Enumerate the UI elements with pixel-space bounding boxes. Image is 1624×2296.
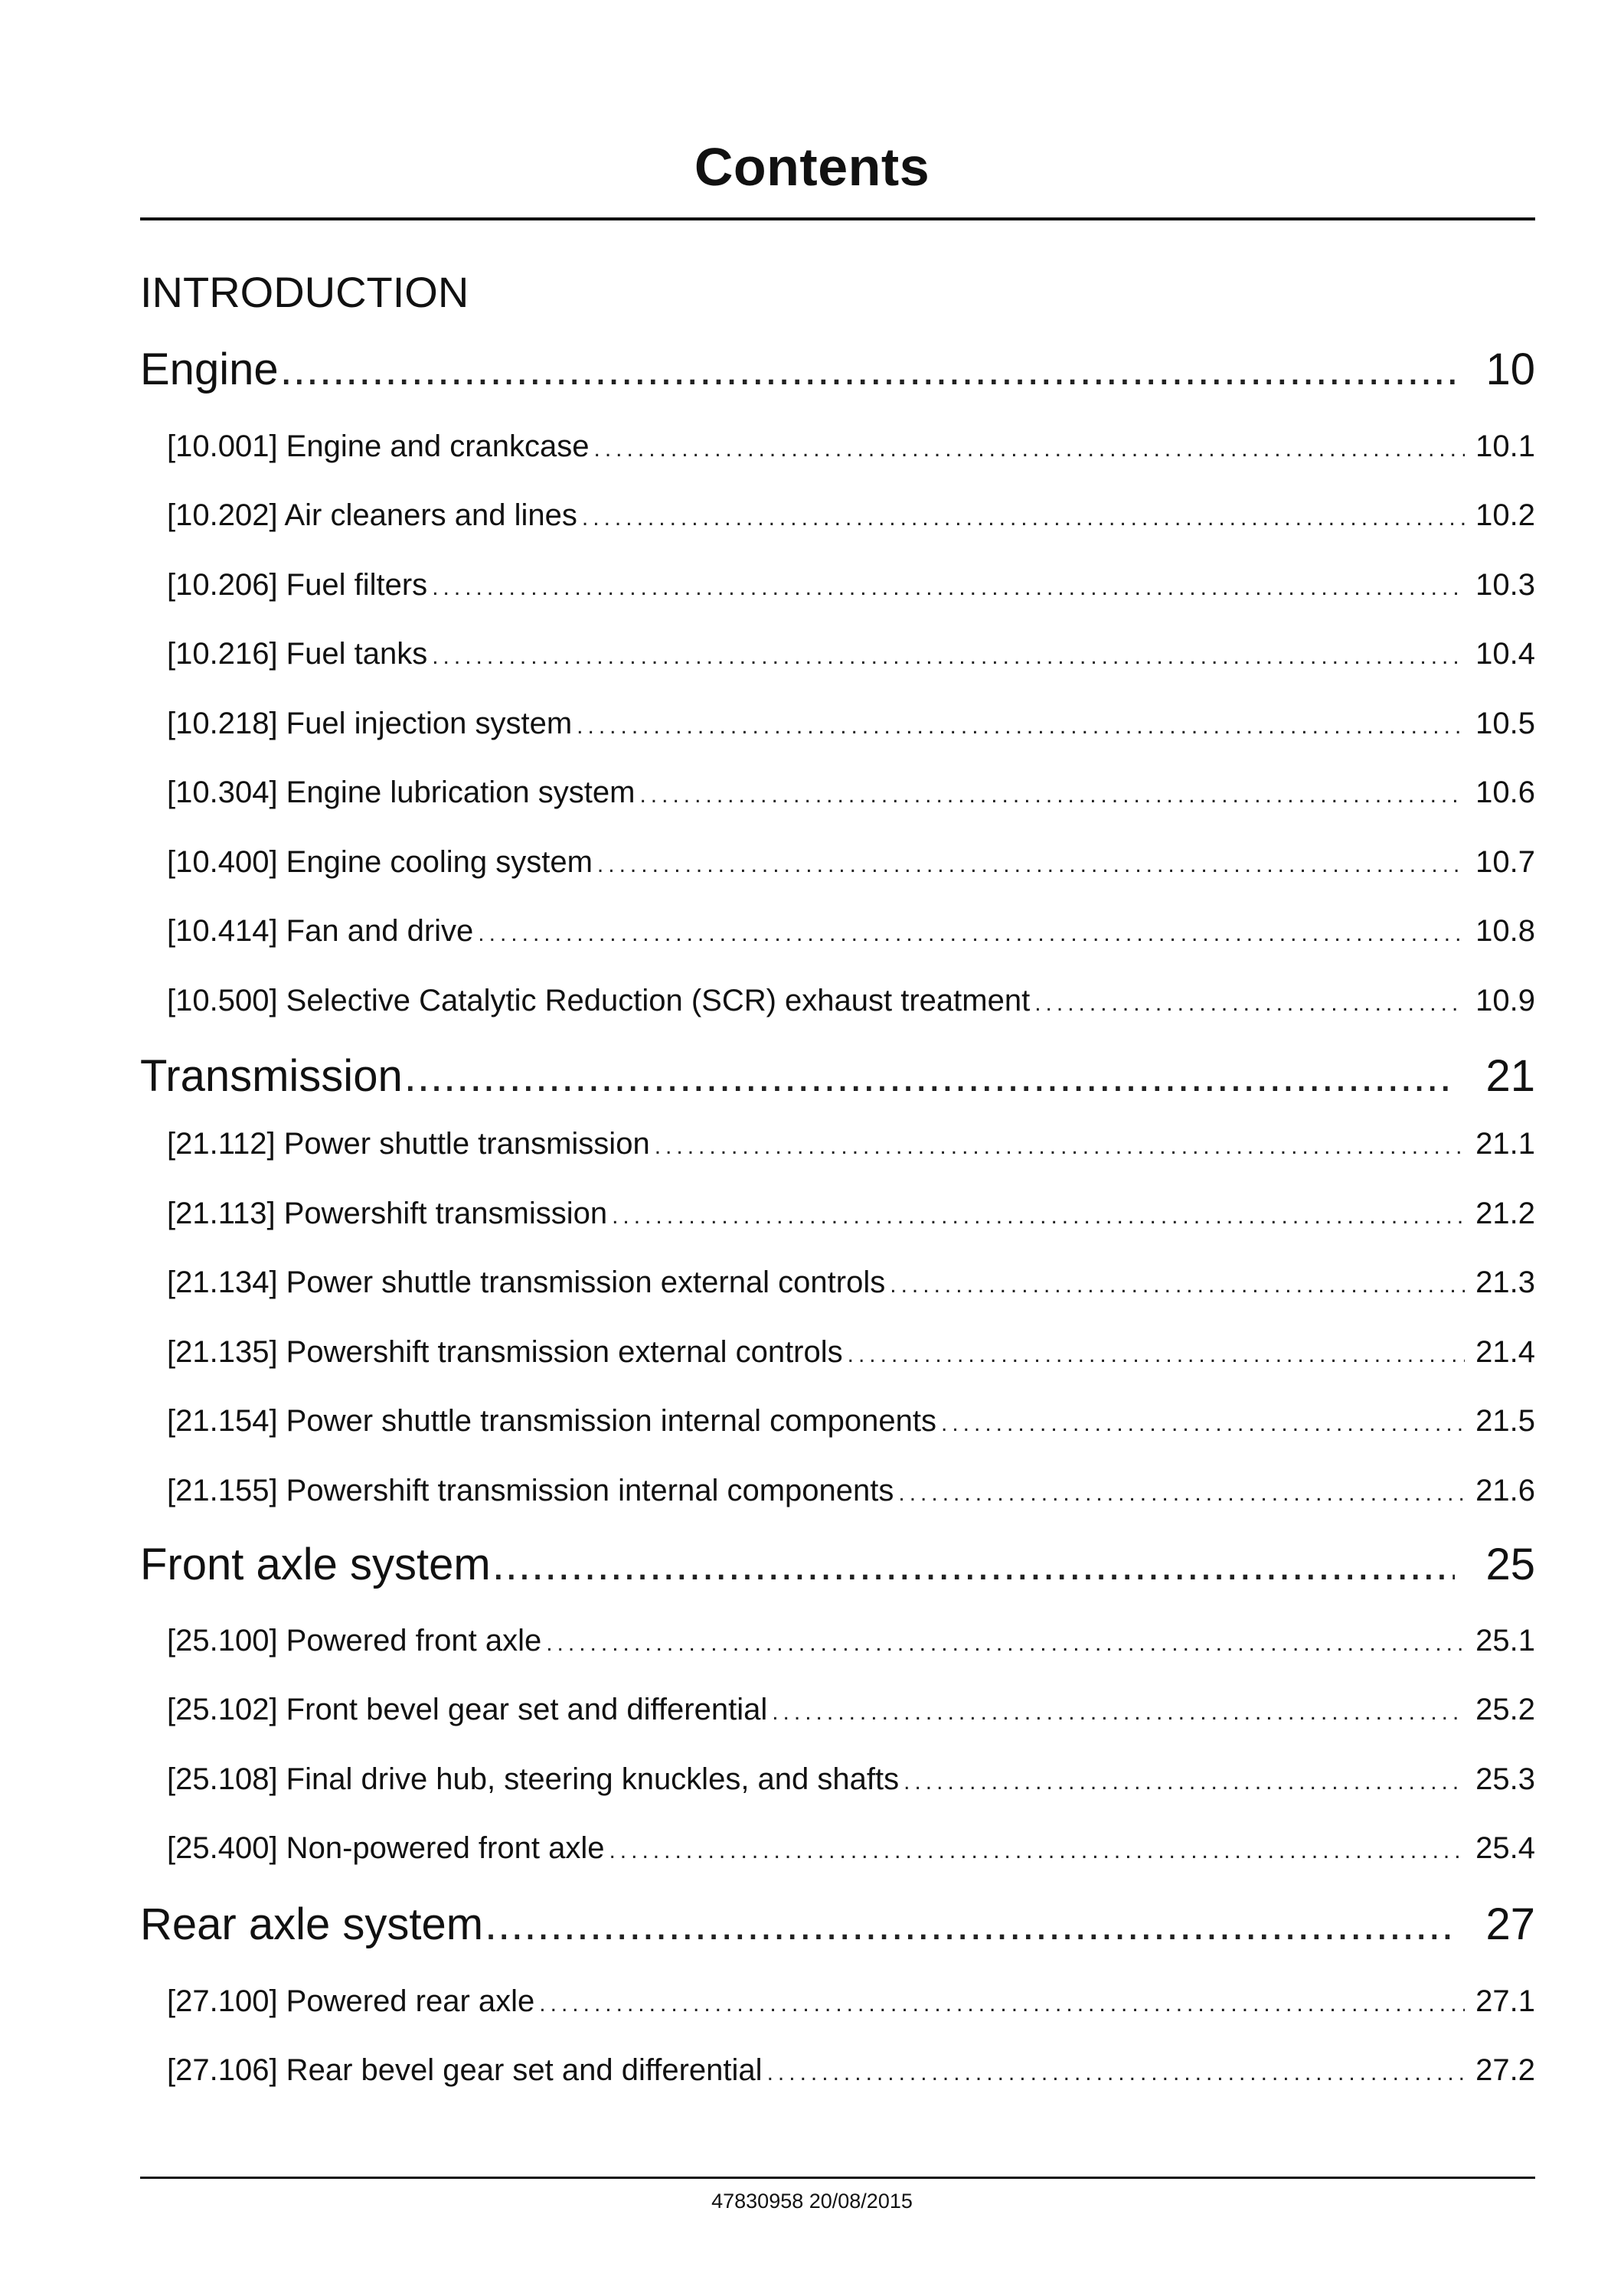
entry-page-number: 10.1 [1475, 429, 1535, 463]
dot-leader [492, 1540, 1456, 1590]
chapter-label: Rear axle system [140, 1899, 484, 1949]
introduction-heading: INTRODUCTION [140, 268, 469, 316]
entry-label: [10.414] Fan and drive [167, 914, 474, 948]
toc-entry[interactable] [167, 1333, 1535, 1374]
title-divider [140, 217, 1535, 220]
entry-label: [25.102] Front bevel gear set and differential [167, 1693, 768, 1726]
entry-page-number: 10.8 [1475, 914, 1535, 948]
dot-leader [539, 1985, 1465, 2023]
entry-label: [21.113] Powershift transmission [167, 1197, 608, 1230]
toc-entry[interactable] [167, 1829, 1535, 1870]
entry-label: [25.400] Non-powered front axle [167, 1831, 605, 1865]
entry-page-number: 10.9 [1475, 984, 1535, 1017]
dot-leader [848, 1336, 1466, 1374]
entry-label: [21.154] Power shuttle transmission internal components [167, 1404, 936, 1438]
toc-chapter-front-axle-system[interactable] [140, 1540, 1535, 1590]
toc-entry[interactable] [167, 2051, 1535, 2092]
entry-label: [10.304] Engine lubrication system [167, 776, 636, 809]
dot-leader [890, 1266, 1465, 1305]
dot-leader [478, 915, 1465, 953]
toc-entry[interactable] [167, 843, 1535, 884]
toc-entry[interactable] [167, 1690, 1535, 1732]
dot-leader [898, 1475, 1465, 1513]
entry-page-number: 25.4 [1475, 1831, 1535, 1865]
toc-entry[interactable] [167, 912, 1535, 953]
entry-label: [10.202] Air cleaners and lines [167, 498, 577, 532]
chapter-label: Transmission [140, 1051, 403, 1101]
toc-entry[interactable] [167, 1402, 1535, 1443]
toc-entry[interactable] [167, 1622, 1535, 1663]
chapter-page-number: 27 [1485, 1899, 1535, 1949]
entry-label: [25.108] Final drive hub, steering knuckles, and shafts [167, 1762, 900, 1796]
footer-document-code: 47830958 20/08/2015 [711, 2190, 913, 2213]
entry-page-number: 10.2 [1475, 498, 1535, 532]
toc-entry[interactable] [167, 427, 1535, 469]
chapter-page-number: 10 [1485, 345, 1535, 394]
dot-leader [941, 1405, 1465, 1443]
dot-leader [612, 1197, 1465, 1236]
entry-page-number: 21.4 [1475, 1335, 1535, 1369]
chapter-label: Front axle system [140, 1540, 491, 1589]
entry-label: [27.106] Rear bevel gear set and differential [167, 2053, 763, 2087]
toc-entry[interactable] [167, 496, 1535, 537]
entry-label: [25.100] Powered front axle [167, 1624, 542, 1657]
toc-entry[interactable] [167, 981, 1535, 1023]
toc-entry[interactable] [167, 704, 1535, 746]
chapter-label: Engine [140, 345, 279, 394]
entry-page-number: 21.2 [1475, 1197, 1535, 1230]
dot-leader [594, 430, 1466, 469]
dot-leader [639, 776, 1465, 815]
entry-page-number: 25.3 [1475, 1762, 1535, 1796]
toc-chapter-engine[interactable] [140, 345, 1535, 395]
page-title: Contents [694, 137, 930, 197]
dot-leader [577, 707, 1465, 746]
toc-entry[interactable] [167, 1760, 1535, 1801]
toc-entry[interactable] [167, 1982, 1535, 2023]
entry-label: [10.216] Fuel tanks [167, 637, 428, 671]
entry-label: [21.135] Powershift transmission external controls [167, 1335, 843, 1369]
entry-label: [27.100] Powered rear axle [167, 1984, 535, 2018]
dot-leader [485, 1899, 1455, 1950]
entry-label: [10.001] Engine and crankcase [167, 429, 590, 463]
entry-label: [21.155] Powershift transmission internal components [167, 1474, 894, 1507]
toc-chapter-transmission[interactable] [140, 1051, 1535, 1102]
dot-leader [772, 1693, 1465, 1732]
dot-leader [546, 1625, 1465, 1663]
dot-leader [609, 1832, 1465, 1870]
toc-entry[interactable] [167, 635, 1535, 676]
entry-label: [10.500] Selective Catalytic Reduction (SCR) exhaust treatment [167, 984, 1031, 1017]
entry-page-number: 27.2 [1475, 2053, 1535, 2087]
entry-label: [21.134] Power shuttle transmission external controls [167, 1266, 886, 1299]
toc-entry[interactable] [167, 1263, 1535, 1305]
entry-label: [10.400] Engine cooling system [167, 845, 593, 879]
entry-page-number: 25.2 [1475, 1693, 1535, 1726]
entry-label: [10.218] Fuel injection system [167, 707, 573, 740]
dot-leader [404, 1051, 1456, 1102]
entry-page-number: 10.4 [1475, 637, 1535, 671]
dot-leader [582, 499, 1465, 537]
entry-page-number: 21.5 [1475, 1404, 1535, 1438]
dot-leader [767, 2054, 1466, 2092]
dot-leader [432, 569, 1465, 607]
dot-leader [1034, 985, 1465, 1023]
entry-page-number: 21.1 [1475, 1127, 1535, 1161]
dot-leader [280, 345, 1456, 395]
entry-page-number: 10.3 [1475, 568, 1535, 602]
entry-page-number: 27.1 [1475, 1984, 1535, 2018]
entry-page-number: 10.7 [1475, 845, 1535, 879]
entry-page-number: 10.5 [1475, 707, 1535, 740]
toc-chapter-rear-axle-system[interactable] [140, 1899, 1535, 1950]
entry-page-number: 21.3 [1475, 1266, 1535, 1299]
toc-entry[interactable] [167, 1471, 1535, 1513]
toc-entry[interactable] [167, 1125, 1535, 1166]
toc-entry[interactable] [167, 773, 1535, 815]
entry-label: [10.206] Fuel filters [167, 568, 428, 602]
dot-leader [903, 1763, 1465, 1801]
dot-leader [655, 1128, 1465, 1166]
footer-divider [140, 2177, 1535, 2179]
entry-label: [21.112] Power shuttle transmission [167, 1127, 650, 1161]
entry-page-number: 10.6 [1475, 776, 1535, 809]
dot-leader [597, 846, 1465, 884]
dot-leader [432, 638, 1465, 676]
chapter-page-number: 25 [1485, 1540, 1535, 1589]
toc-entry[interactable] [167, 1194, 1535, 1236]
entry-page-number: 25.1 [1475, 1624, 1535, 1657]
entry-page-number: 21.6 [1475, 1474, 1535, 1507]
chapter-page-number: 21 [1485, 1051, 1535, 1101]
toc-entry[interactable] [167, 566, 1535, 607]
